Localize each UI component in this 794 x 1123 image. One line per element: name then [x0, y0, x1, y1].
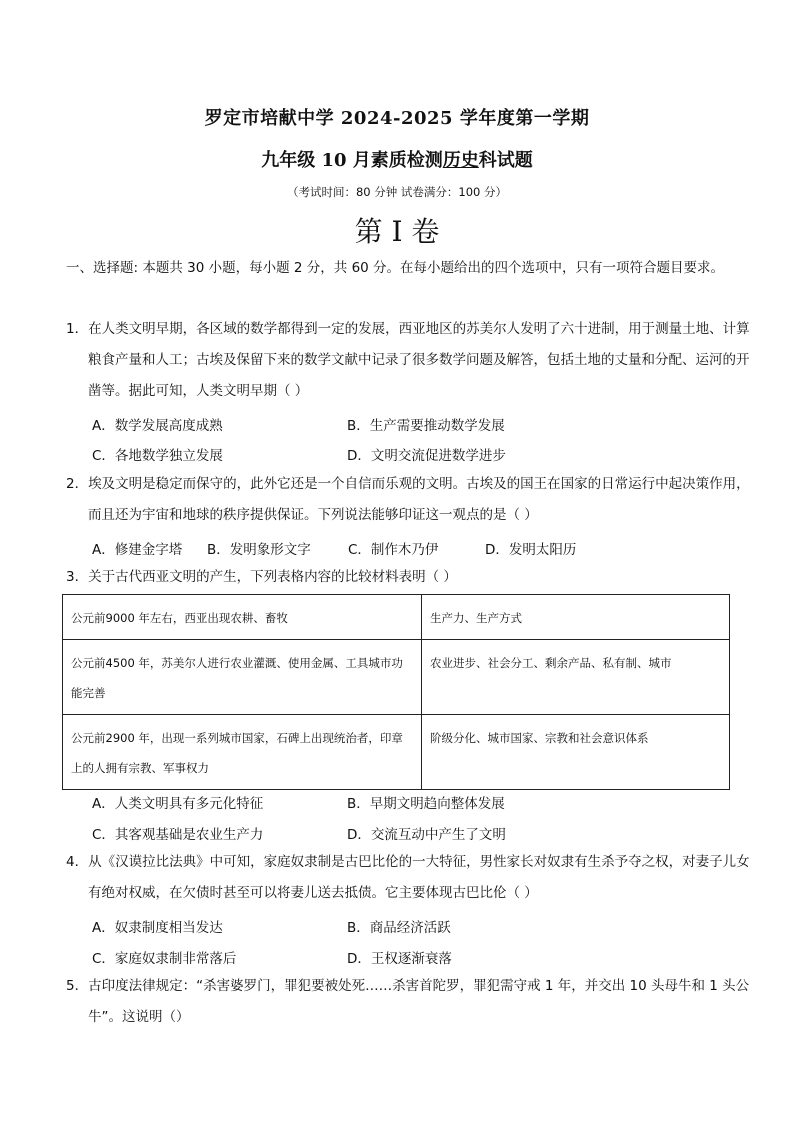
question-3-option-d: D．交流互动中产生了文明 — [347, 827, 506, 843]
question-2-option-b: B．发明象形文字 — [207, 542, 311, 558]
table-cell: 生产力、生产方式 — [422, 595, 730, 640]
table-cell: 公元前2900 年，出现一系列城市国家，石碑上出现统治者，印章上的人拥有宗教、军事权力 — [63, 715, 422, 790]
table-row — [63, 715, 730, 790]
question-2-option-d: D．发明太阳历 — [485, 542, 577, 558]
question-3-stem: 3．关于古代西亚文明的产生，下列表格内容的比较材料表明（ ） — [66, 569, 457, 585]
question-1-option-b: B．生产需要推动数学发展 — [347, 418, 505, 434]
volume-heading: 第 I 卷 — [354, 215, 440, 248]
question-4-option-d: D．王权逐渐衰落 — [347, 951, 452, 967]
table-cell: 阶级分化、城市国家、宗教和社会意识体系 — [422, 715, 730, 790]
table-cell: 公元前4500 年，苏美尔人进行农业灌溉、使用金属、工具城市功能完善 — [63, 640, 422, 715]
question-4-stem: 4．从《汉谟拉比法典》中可知，家庭奴隶制是古巴比伦的一大特征，男性家长对奴隶有生杀予夺之权，对妻子儿女有绝对权威，在欠债时甚至可以将妻儿送去抵债。它主要体现古巴比伦（ ） — [66, 854, 750, 901]
table-cell: 农业进步、社会分工、剩余产品、私有制、城市 — [422, 640, 730, 715]
question-4-option-b: B．商品经济活跃 — [347, 920, 451, 936]
question-1-option-d: D．文明交流促进数学进步 — [347, 448, 506, 464]
question-2-stem: 2．埃及文明是稳定而保守的，此外它还是一个自信而乐观的文明。古埃及的国王在国家的日常运行中起决策作用，而且还为宇宙和地球的秩序提供保证。下列说法能够印证这一观点的是（ ） — [66, 476, 750, 523]
title-suffix: 科试题 — [478, 150, 533, 171]
question-2-option-a: A．修建金字塔 — [92, 542, 183, 558]
question-4-option-c: C．家庭奴隶制非常落后 — [92, 951, 237, 967]
comparison-table — [62, 594, 730, 790]
exam-title-school: 罗定市培献中学 2024-2025 学年度第一学期 — [204, 108, 590, 129]
question-1-stem: 1．在人类文明早期，各区域的数学都得到一定的发展，西亚地区的苏美尔人发明了六十进制，用于测量土地、计算粮食产量和人工；古埃及保留下来的数学文献中记录了很多数学问题及解答，包括土地的丈量和分配、运河的开凿等。据此可知，人类文明早期（ ） — [66, 321, 750, 399]
title-subject-underlined: 历史 — [442, 150, 479, 171]
question-3-option-b: B．早期文明趋向整体发展 — [347, 796, 505, 812]
question-1-option-c: C．各地数学独立发展 — [92, 448, 223, 464]
section-instructions: 一、选择题: 本题共 30 小题，每小题 2 分，共 60 分。在每小题给出的四个选项中，只有一项符合题目要求。 — [66, 260, 725, 276]
question-3-option-c: C．其客观基础是农业生产力 — [92, 827, 264, 843]
title-prefix: 九年级 10 月素质检测 — [261, 150, 443, 171]
question-5-stem: 5．古印度法律规定：“杀害婆罗门，罪犯要被处死……杀害首陀罗，罪犯需守戒 1 年，并交出 10 头母牛和 1 头公牛”。这说明（） — [66, 978, 750, 1025]
exam-time-info: （考试时间：80 分钟 试卷满分：100 分） — [286, 185, 508, 199]
question-1-option-a: A．数学发展高度成熟 — [92, 418, 223, 434]
question-2-option-c: C．制作木乃伊 — [348, 542, 439, 558]
table-row — [63, 595, 730, 640]
table-row — [63, 640, 730, 715]
exam-title-subject — [0, 146, 794, 172]
table-cell: 公元前9000 年左右，西亚出现农耕、畜牧 — [63, 595, 422, 640]
question-3-option-a: A．人类文明具有多元化特征 — [92, 796, 264, 812]
question-4-option-a: A．奴隶制度相当发达 — [92, 920, 223, 936]
